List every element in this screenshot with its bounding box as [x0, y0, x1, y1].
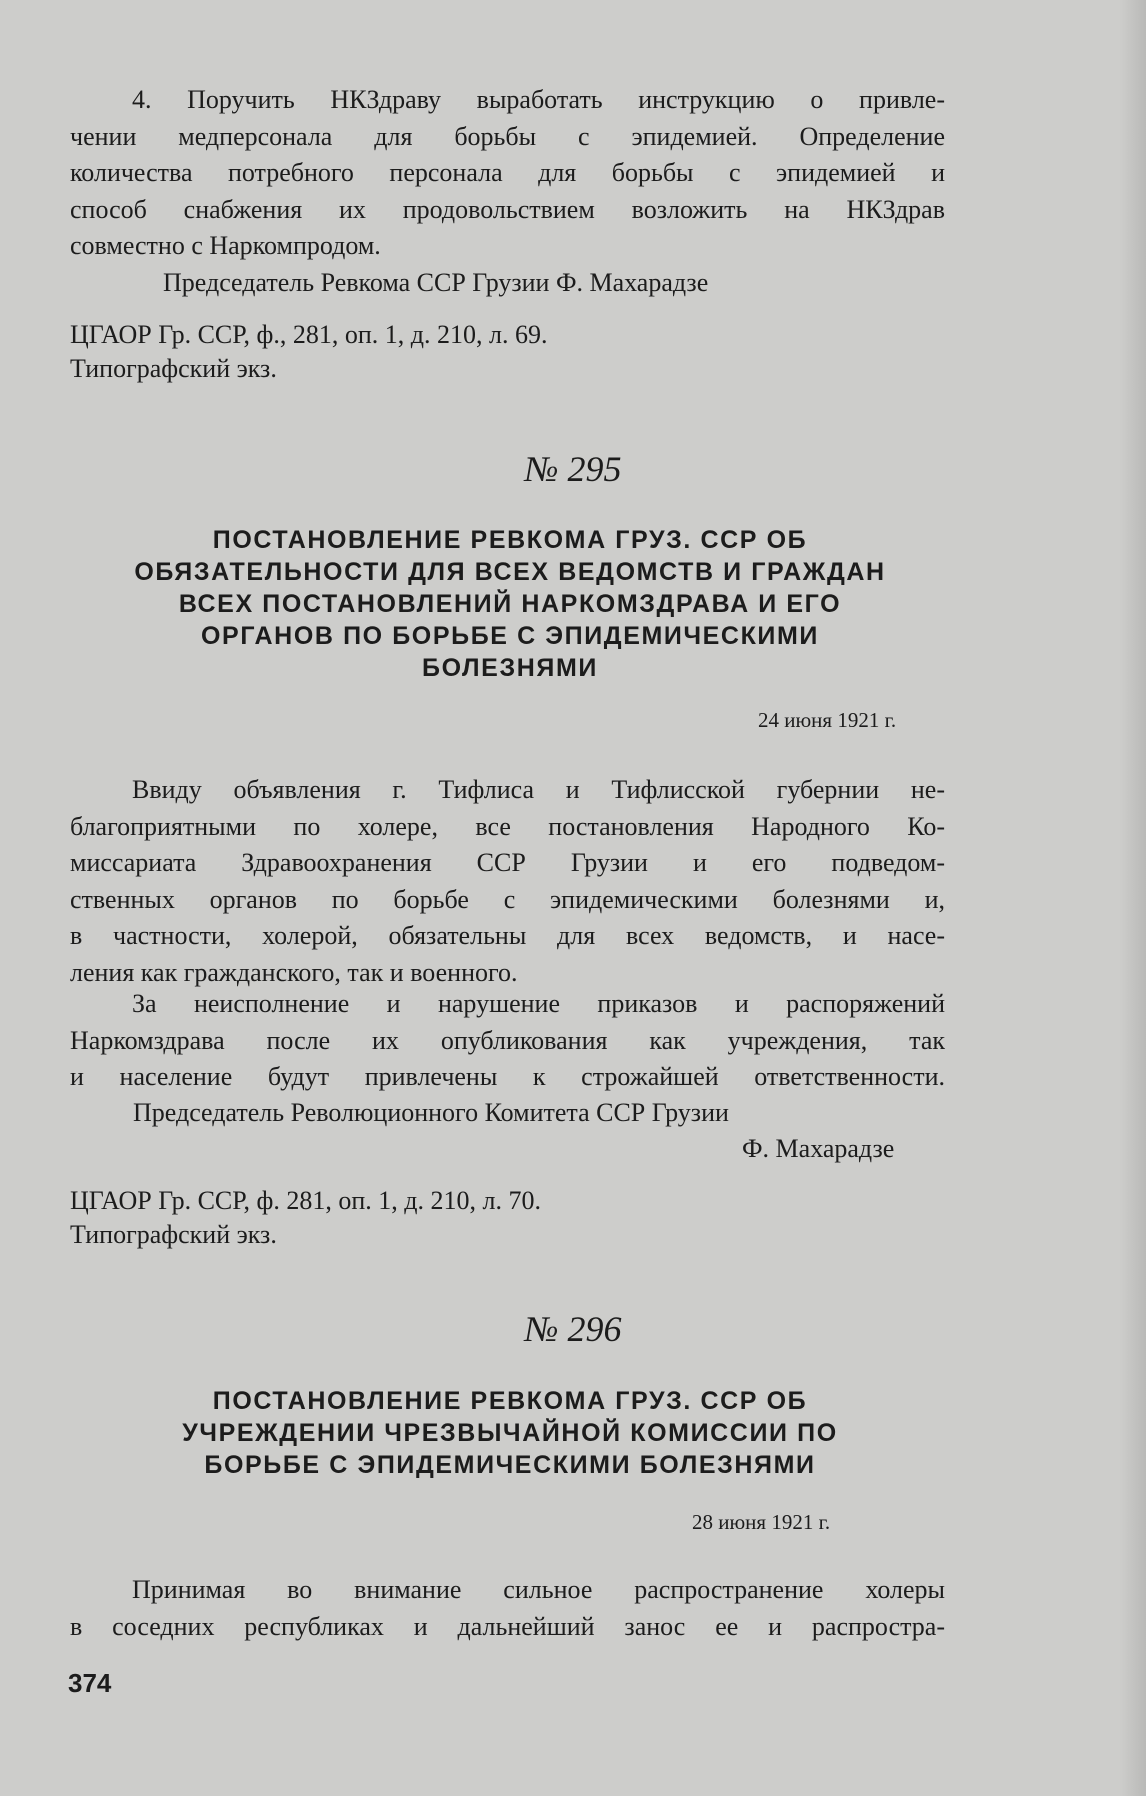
text-line: способ снабжения их продовольствием возложить на НКЗдрав [70, 194, 945, 224]
doc-296-paragraph [70, 1572, 945, 1645]
text-line: в частности, холерой, обязательны для всех ведомств, и насе- [70, 921, 945, 950]
title-line: УЧРЕЖДЕНИИ ЧРЕЗВЫЧАЙНОЙ КОМИССИИ ПО [182, 1419, 838, 1447]
text-line: совместно с Наркомпродом. [70, 231, 381, 260]
text-line: За неисполнение и нарушение приказов и распоряжений [132, 989, 945, 1018]
doc-295-signature-title: Председатель Революционного Комитета ССР Грузии [133, 1098, 729, 1127]
doc-296-date: 28 июня 1921 г. [692, 1510, 831, 1534]
doc-295-copy-type: Типографский экз. [70, 1220, 277, 1249]
doc-295-title [60, 524, 960, 684]
doc-295-date: 24 июня 1921 г. [758, 708, 897, 732]
text-line: и население будут привлечены к строжайшей ответственности. [70, 1062, 945, 1091]
page-edge-shadow [1120, 0, 1146, 1796]
title-line: БОЛЕЗНЯМИ [422, 654, 598, 682]
doc-294-archive-ref: ЦГАОР Гр. ССР, ф., 281, оп. 1, д. 210, л. 69. [70, 320, 548, 349]
doc-295-paragraph-2 [70, 986, 945, 1096]
doc-294-signature: Председатель Ревкома ССР Грузии Ф. Махарадзе [163, 268, 709, 297]
title-line: БОРЬБЕ С ЭПИДЕМИЧЕСКИМИ БОЛЕЗНЯМИ [204, 1451, 816, 1479]
text-line: ственных органов по борьбе с эпидемическими болезнями и, [70, 884, 945, 914]
text-line: Ввиду объявления г. Тифлиса и Тифлисской губернии не- [132, 775, 945, 804]
title-line: ПОСТАНОВЛЕНИЕ РЕВКОМА ГРУЗ. ССР ОБ [212, 526, 808, 554]
doc-295-archive-ref: ЦГАОР Гр. ССР, ф. 281, оп. 1, д. 210, л. 70. [70, 1186, 541, 1215]
doc-294-copy-type: Типографский экз. [70, 354, 277, 383]
title-line: ПОСТАНОВЛЕНИЕ РЕВКОМА ГРУЗ. ССР ОБ [212, 1387, 808, 1415]
doc-295-paragraph-1 [70, 772, 945, 991]
text-line: чении медперсонала для борьбы с эпидемией. Определение [70, 121, 945, 151]
text-line: Наркомздрава после их опубликования как учреждения, так [70, 1025, 945, 1055]
title-line: ОРГАНОВ ПО БОРЬБЕ С ЭПИДЕМИЧЕСКИМИ [201, 622, 819, 650]
doc-295-signature-name: Ф. Махарадзе [742, 1134, 895, 1163]
text-line: ления как гражданского, так и военного. [70, 957, 518, 987]
text-line: количества потребного персонала для борьбы с эпидемией и [70, 158, 945, 187]
text-line: 4. Поручить НКЗдраву выработать инструкцию о привле- [132, 85, 945, 114]
doc-295-number: № 295 [524, 449, 622, 489]
text-line: Принимая во внимание сильное распространение холеры [132, 1575, 945, 1604]
doc-296-number: № 296 [524, 1309, 622, 1349]
doc-296-title [60, 1385, 960, 1481]
doc-294-paragraph [70, 82, 945, 265]
title-line: ВСЕХ ПОСТАНОВЛЕНИЙ НАРКОМЗДРАВА И ЕГО [178, 590, 842, 618]
text-line: в соседних республиках и дальнейший занос ее и распростра- [70, 1611, 945, 1641]
text-line: миссариата Здравоохранения ССР Грузии и его подведом- [70, 848, 945, 877]
text-line: благоприятными по холере, все постановления Народного Ко- [70, 811, 945, 841]
page-number: 374 [68, 1668, 112, 1698]
title-line: ОБЯЗАТЕЛЬНОСТИ ДЛЯ ВСЕХ ВЕДОМСТВ И ГРАЖДАН [134, 558, 886, 586]
